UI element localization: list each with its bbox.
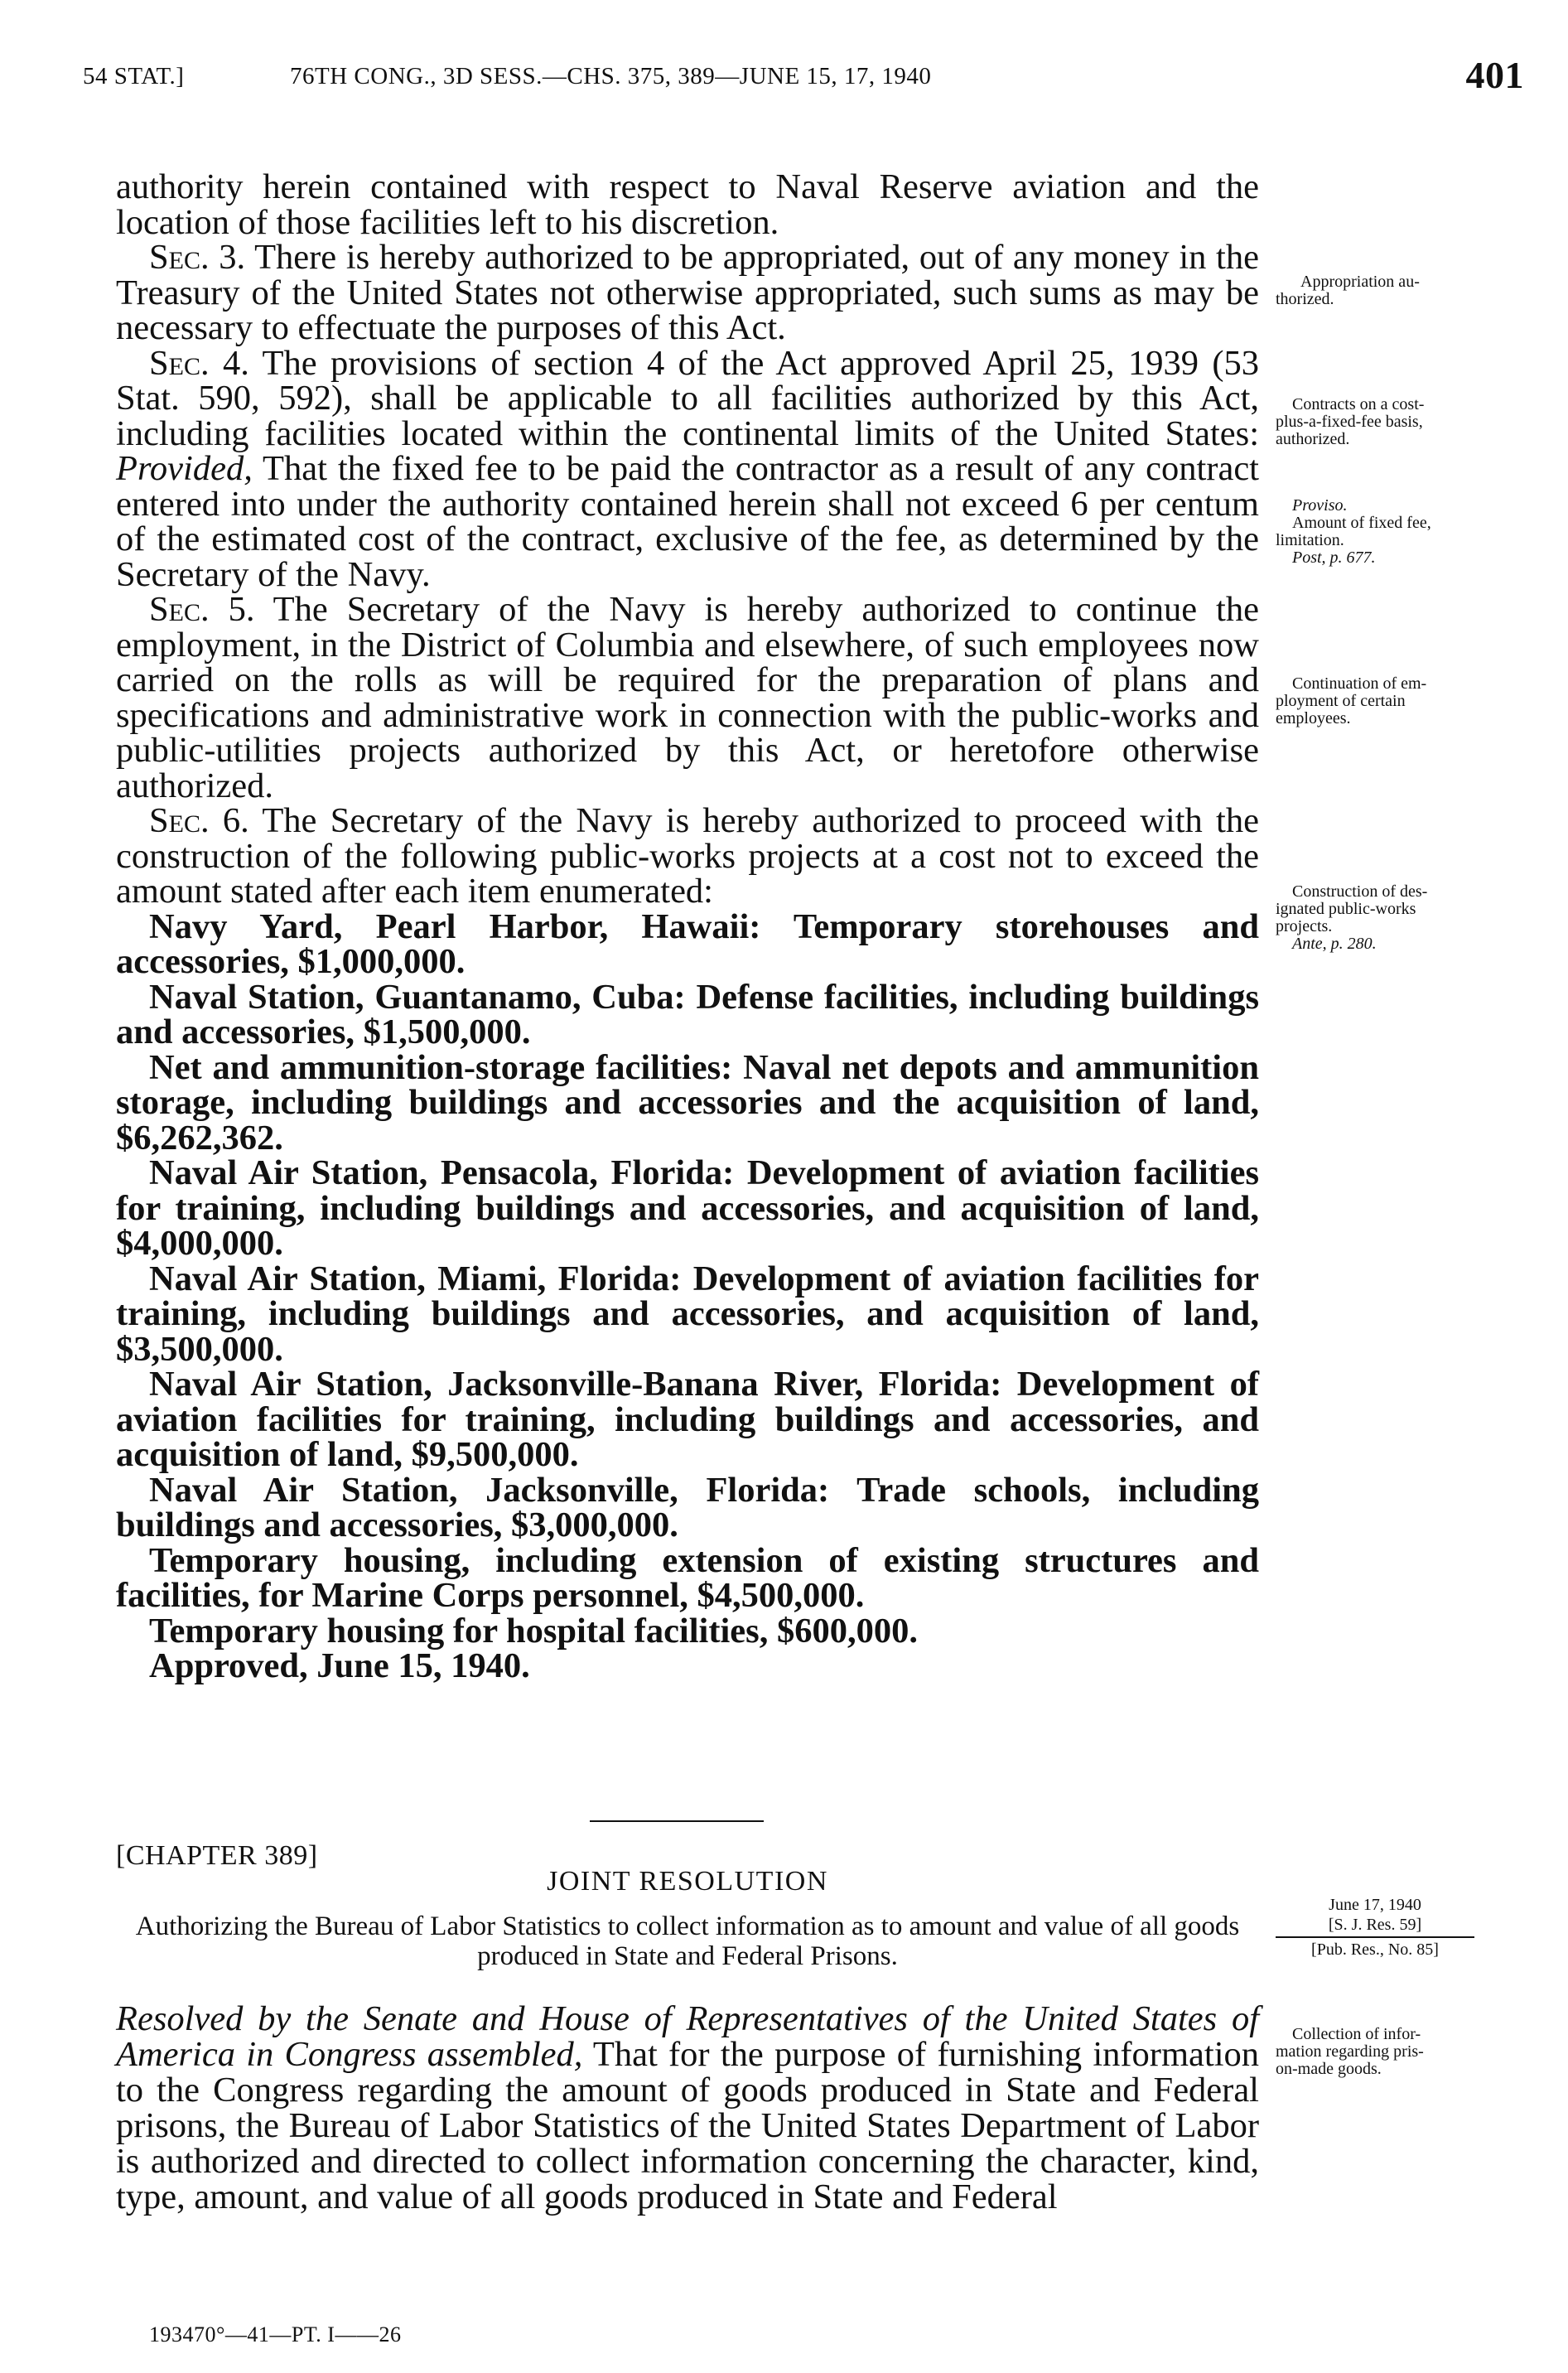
approval-line: Approved, June 15, 1940.	[149, 1646, 530, 1685]
section-5	[116, 592, 1259, 804]
margin-note-proviso: Proviso. Amount of fixed fee, limitation. Post, p. 677.	[1276, 496, 1431, 567]
resolution-body	[116, 2001, 1259, 2215]
sj-res-number: [S. J. Res. 59]	[1328, 1916, 1422, 1934]
project-item: Naval Air Station, Jacksonville, Florida: Trade schools, including buildings and accessories, $3,000,000.	[116, 1470, 1259, 1544]
section-6	[116, 801, 1259, 911]
section-divider	[590, 1820, 764, 1822]
project-item: Naval Station, Guantanamo, Cuba: Defense facilities, including buildings and accessories, $1,500,000.	[116, 977, 1259, 1051]
section-label: Sec. 4.	[149, 343, 249, 383]
congress-session-line: 76TH CONG., 3D SESS.—CHS. 375, 389—JUNE 15, 17, 1940	[290, 63, 932, 89]
resolution-text: That for the purpose of furnishing information to the Congress regarding the amount of goods produced in State and Federal prisons, the Bureau of Labor Statistics of the United States Department of Labor is authorized and directed to collect information concerning the character, kind, type, amount, and value of all goods produced in State and Federal	[116, 2035, 1260, 2216]
date-block	[1276, 1895, 1474, 1960]
resolution-date: June 17, 1940	[1329, 1896, 1421, 1914]
margin-note-collection: Collection of infor- mation regarding pris- on-made goods.	[1276, 2025, 1424, 2078]
margin-note-contracts: Contracts on a cost- plus-a-fixed-fee basis, authorized.	[1276, 395, 1425, 448]
margin-note-appropriation: Appropriation au- thorized.	[1276, 273, 1420, 308]
section-label: Sec. 3.	[149, 238, 246, 277]
project-item: Temporary housing for hospital facilities, $600,000.	[149, 1611, 918, 1650]
project-item: Net and ammunition-storage facilities: Naval net depots and ammunition storage, including buildings and accessories and the acquisition of land, $6,262,362.	[116, 1047, 1259, 1158]
section-text: The Secretary of the Navy is hereby authorized to proceed with the construction of the following public-works projects at a cost not to exceed the amount stated after each item enumerated:	[116, 801, 1259, 911]
section-text: The Secretary of the Navy is hereby authorized to continue the employment, in the District of Columbia and elsewhere, of such employees now carried on the rolls as will be required for the preparation of plans and specifications and administrative work in connection with the public-works and public-utilities projects authorized by this Act, or heretofore otherwise authorized.	[116, 590, 1259, 805]
project-item: Navy Yard, Pearl Harbor, Hawaii: Temporary storehouses and accessories, $1,000,000.	[116, 906, 1259, 981]
project-item: Temporary housing, including extension of existing structures and facilities, for Marine Corps personnel, $4,500,000.	[116, 1540, 1259, 1615]
project-item: Naval Air Station, Miami, Florida: Development of aviation facilities for training, including buildings and accessories, and acquisition of land, $3,500,000.	[116, 1259, 1259, 1369]
stat-volume: 54 STAT.]	[83, 63, 185, 89]
section-text: The provisions of section 4 of the Act approved April 25, 1939 (53 Stat. 590, 592), shall be applicable to all facilities authorized by this Act, including facilities located within the continental limits of the United States:	[116, 343, 1259, 453]
print-code-footer: 193470°—41—PT. I——26	[149, 2322, 402, 2346]
continued-paragraph: authority herein contained with respect to Naval Reserve aviation and the location of those facilities left to his discretion.	[116, 167, 1259, 242]
section-label: Sec. 6.	[149, 801, 249, 840]
section-text: That the fixed fee to be paid the contractor as a result of any contract entered into under the authority contained herein shall not exceed 6 per centum of the estimated cost of the contract, exclusive of the fee, as determined by the Secretary of the Navy.	[116, 449, 1259, 594]
margin-note-continuation: Continuation of em- ployment of certain employees.	[1276, 674, 1427, 727]
section-label: Sec. 5.	[149, 590, 255, 629]
joint-resolution-title: JOINT RESOLUTION	[547, 1866, 828, 1897]
margin-note-construction: Construction of des- ignated public-works projects. Ante, p. 280.	[1276, 882, 1428, 953]
resolved-clause: Resolved by the Senate and House of Representatives of the United States of America in Congress assembled,	[116, 1999, 1259, 2074]
running-head	[83, 56, 1524, 106]
project-item: Naval Air Station, Jacksonville-Banana River, Florida: Development of aviation facilities for training, including buildings and accessories, and acquisition of land, $9,500,000.	[116, 1365, 1259, 1474]
chapter-label: [CHAPTER 389]	[116, 1840, 318, 1871]
proviso-word: Provided,	[116, 449, 253, 488]
section-text: There is hereby authorized to be appropriated, out of any money in the Treasury of the United States not otherwise appropriated, such sums as may be necessary to effectuate the purposes of this Act.	[116, 238, 1259, 347]
section-4	[116, 343, 1259, 594]
main-text	[116, 167, 1259, 1685]
pub-res-number: [Pub. Res., No. 85]	[1276, 1936, 1474, 1960]
page-number: 401	[1465, 54, 1524, 96]
project-item: Naval Air Station, Pensacola, Florida: Development of aviation facilities for training, including buildings and accessories, and acquisition of land, $4,000,000.	[116, 1153, 1259, 1263]
resolution-subtitle: Authorizing the Bureau of Labor Statistics to collect information as to amount and value of all goods produced in State and Federal Prisons.	[135, 1911, 1240, 1971]
section-3	[116, 240, 1259, 346]
